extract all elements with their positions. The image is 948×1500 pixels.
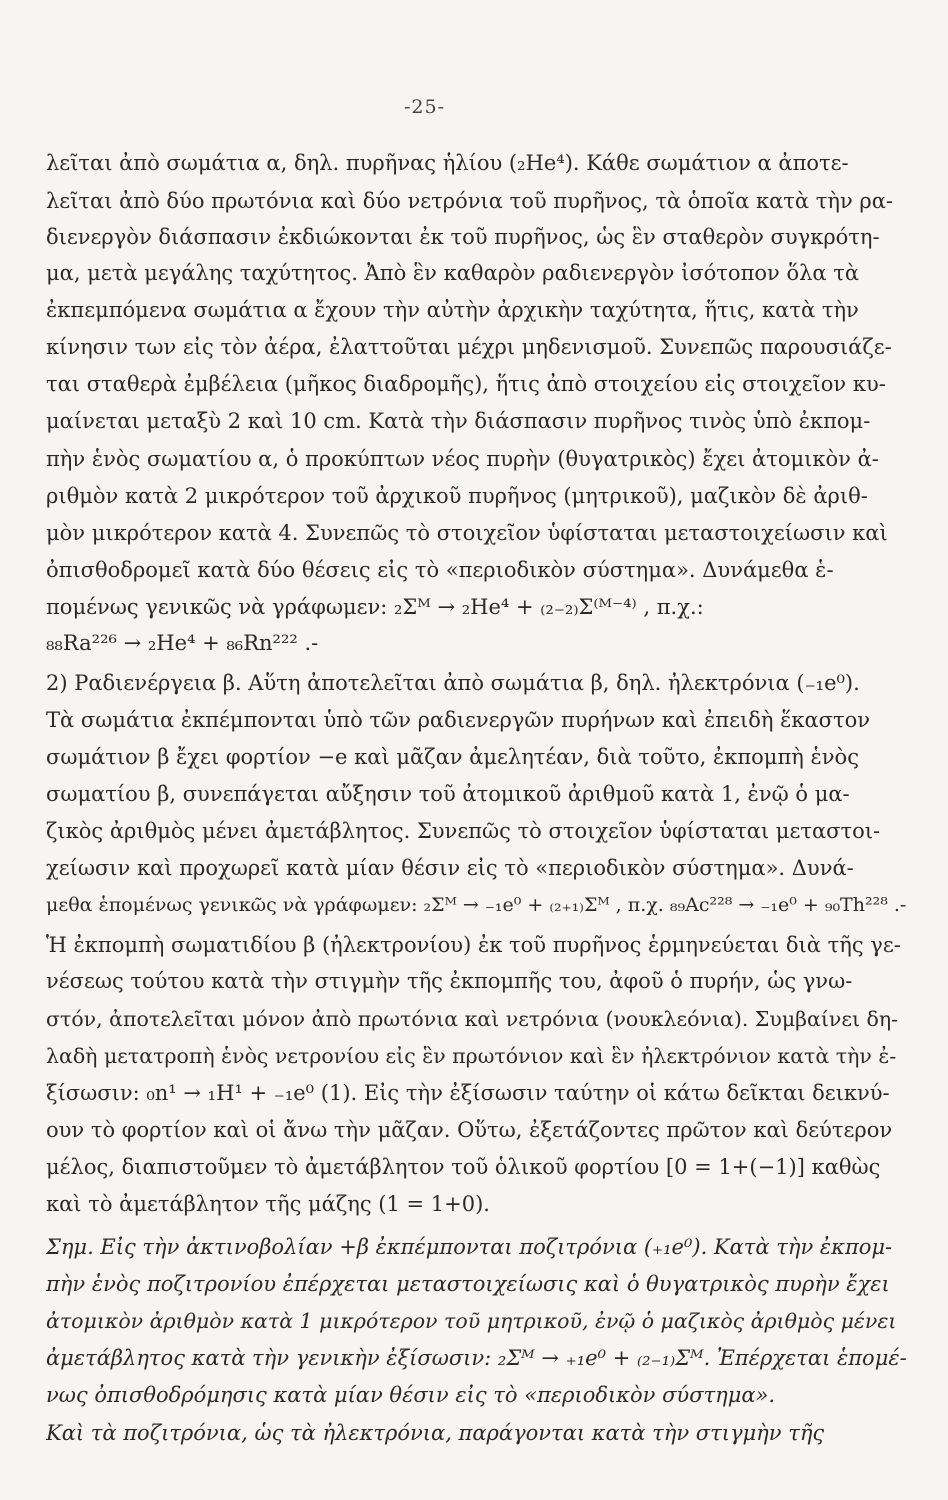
text-line: ουν τὸ φορτίον καὶ οἱ ἄνω τὴν μᾶζαν. Οὕτω, ἐξετάζοντες πρῶτον καὶ δεύτερον xyxy=(46,1118,893,1142)
formula-line: ξίσωσιν: ₀n¹ → ₁H¹ + ₋₁e⁰ (1). Εἰς τὴν ἐξίσωσιν ταύτην οἱ κάτω δεῖκται δεικνύ- xyxy=(46,1081,890,1105)
text-line: λεῖται ἀπὸ σωμάτια α, δηλ. πυρῆνας ἡλίου (₂He⁴). Κάθε σωμάτιον α ἀποτε- xyxy=(46,151,849,175)
text-line: σωμάτιον β ἔχει φορτίον −e καὶ μᾶζαν ἀμελητέαν, διὰ τοῦτο, ἐκπομπὴ ἑνὸς xyxy=(46,745,859,769)
text-line: διενεργὸν διάσπασιν ἐκδιώκονται ἐκ τοῦ πυρῆνος, ὡς ἓν σταθερὸν συγκρότη- xyxy=(46,225,880,249)
text-line: νέσεως τούτου κατὰ τὴν στιγμὴν τῆς ἐκπομπῆς του, ἀφοῦ ὁ πυρήν, ὡς γνω- xyxy=(46,969,853,993)
text-line: Ἡ ἐκπομπὴ σωματιδίου β (ἠλεκτρονίου) ἐκ τοῦ πυρῆνος ἑρμηνεύεται διὰ τῆς γε- xyxy=(46,933,901,957)
formula-line: πομένως γενικῶς νὰ γράφωμεν: ₂Σᴹ → ₂He⁴ + ₍₂₋₂₎Σ⁽ᴹ⁻⁴⁾ , π.χ.: xyxy=(46,595,704,619)
text-line: κίνησιν των εἰς τὸν ἀέρα, ἐλαττοῦται μέχρι μηδενισμοῦ. Συνεπῶς παρουσιάζε- xyxy=(46,335,892,359)
formula-line: μεθα ἑπομένως γενικῶς νὰ γράφωμεν: ₂Σᴹ → ₋₁e⁰ + ₍₂₊₁₎Σᴹ , π.χ. ₈₉Ac²²⁸ → ₋₁e⁰ + ₉₀Th²²⁸ .- xyxy=(46,894,907,916)
section-heading-line: 2) Ραδιενέργεια β. Αὕτη ἀποτελεῖται ἀπὸ σωμάτια β, δηλ. ἠλεκτρόνια (₋₁e⁰). xyxy=(46,671,860,695)
text-line: ριθμὸν κατὰ 2 μικρότερον τοῦ ἀρχικοῦ πυρῆνος (μητρικοῦ), μαζικὸν δὲ ἀριθ- xyxy=(46,484,868,508)
text-line: ὀπισθοδρομεῖ κατὰ δύο θέσεις εἰς τὸ «περιοδικὸν σύστημα». Δυνάμεθα ἑ- xyxy=(46,558,834,582)
text-line: λεῖται ἀπὸ δύο πρωτόνια καὶ δύο νετρόνια τοῦ πυρῆνος, τὰ ὁποῖα κατὰ τὴν ρα- xyxy=(46,189,894,213)
text-line: μέλος, διαπιστοῦμεν τὸ ἀμετάβλητον τοῦ ὁλικοῦ φορτίου [0 = 1+(−1)] καθὼς xyxy=(46,1155,881,1179)
note-line: Καὶ τὰ ποζιτρόνια, ὡς τὰ ἠλεκτρόνια, παράγονται κατὰ τὴν στιγμὴν τῆς xyxy=(46,1421,825,1445)
text-line: μαίνεται μεταξὺ 2 καὶ 10 cm. Κατὰ τὴν διάσπασιν πυρῆνος τινὸς ὑπὸ ἐκπομ- xyxy=(46,409,871,433)
text-line: λαδὴ μετατροπὴ ἑνὸς νετρονίου εἰς ἓν πρωτόνιον καὶ ἓν ἠλεκτρόνιον κατὰ τὴν ἐ- xyxy=(46,1044,897,1068)
note-line: Σημ. Εἰς τὴν ἀκτινοβολίαν +β ἐκπέμπονται ποζιτρόνια (₊₁e⁰). Κατὰ τὴν ἐκπομ- xyxy=(46,1235,893,1259)
text-line: μα, μετὰ μεγάλης ταχύτητος. Ἀπὸ ἓν καθαρὸν ραδιενεργὸν ἰσότοπον ὅλα τὰ xyxy=(46,261,860,285)
text-line: καὶ τὸ ἀμετάβλητον τῆς μάζης (1 = 1+0). xyxy=(46,1192,490,1216)
text-line: στόν, ἀποτελεῖται μόνον ἀπὸ πρωτόνια καὶ νετρόνια (νουκλεόνια). Συμβαίνει δη- xyxy=(46,1007,899,1031)
note-line: νως ὀπισθοδρόμησις κατὰ μίαν θέσιν εἰς τὸ «περιοδικὸν σύστημα». xyxy=(46,1383,776,1407)
note-line: πὴν ἑνὸς ποζιτρονίου ἐπέρχεται μεταστοιχείωσις καὶ ὁ θυγατρικὸς πυρὴν ἔχει xyxy=(46,1272,890,1296)
text-line: μὸν μικρότερον κατὰ 4. Συνεπῶς τὸ στοιχεῖον ὑφίσταται μεταστοιχείωσιν καὶ xyxy=(46,521,888,545)
text-line: ζικὸς ἀριθμὸς μένει ἀμετάβλητος. Συνεπῶς τὸ στοιχεῖον ὑφίσταται μεταστοι- xyxy=(46,819,881,843)
text-line: σωματίου β, συνεπάγεται αὔξησιν τοῦ ἀτομικοῦ ἀριθμοῦ κατὰ 1, ἐνῷ ὁ μα- xyxy=(46,782,850,806)
text-line: ἐκπεμπόμενα σωμάτια α ἔχουν τὴν αὐτὴν ἀρχικὴν ταχύτητα, ἥτις, κατὰ τὴν xyxy=(46,298,859,322)
formula-line: ₈₈Ra²²⁶ → ₂He⁴ + ₈₆Rn²²² .- xyxy=(46,631,319,655)
note-line: ἀτομικὸν ἀριθμὸν κατὰ 1 μικρότερον τοῦ μητρικοῦ, ἐνῷ ὁ μαζικὸς ἀριθμὸς μένει xyxy=(46,1309,897,1333)
text-line: Τὰ σωμάτια ἐκπέμπονται ὑπὸ τῶν ραδιενεργῶν πυρήνων καὶ ἐπειδὴ ἕκαστον xyxy=(46,708,871,732)
note-line: ἀμετάβλητος κατὰ τὴν γενικὴν ἐξίσωσιν: ₂Σᴹ → ₊₁e⁰ + ₍₂₋₁₎Σᴹ. Ἐπέρχεται ἑπομέ- xyxy=(46,1346,907,1370)
text-line: ται σταθερὰ ἐμβέλεια (μῆκος διαδρομῆς), ἥτις ἀπὸ στοιχείου εἰς στοιχεῖον κυ- xyxy=(46,372,886,396)
text-line: πὴν ἑνὸς σωματίου α, ὁ προκύπτων νέος πυρὴν (θυγατρικὸς) ἔχει ἀτομικὸν ἀ- xyxy=(46,447,879,471)
text-line: χείωσιν καὶ προχωρεῖ κατὰ μίαν θέσιν εἰς τὸ «περιοδικὸν σύστημα». Δυνά- xyxy=(46,856,854,880)
page-number: -25- xyxy=(404,96,446,118)
